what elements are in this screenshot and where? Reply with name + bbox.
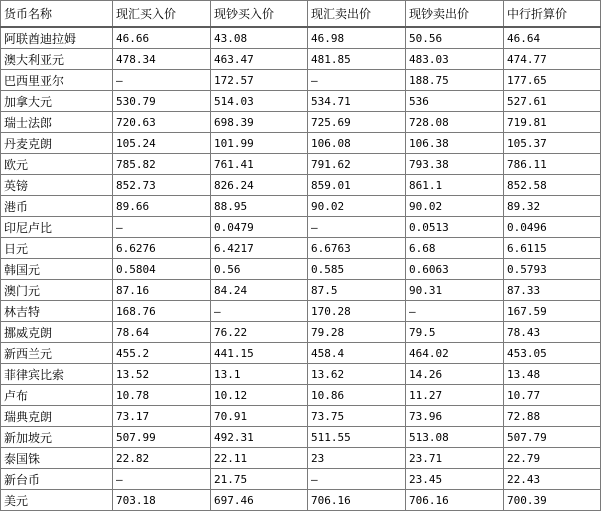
header-spot-buy: 现汇买入价: [113, 1, 211, 28]
table-row: [1, 133, 601, 154]
header-row: [1, 1, 601, 28]
cash-buy-cell: 76.22: [211, 322, 308, 343]
header-currency-name: 货币名称: [1, 1, 113, 28]
cash-buy-cell: 13.1: [211, 364, 308, 385]
table-row: [1, 343, 601, 364]
boc-conversion-cell: 527.61: [504, 91, 601, 112]
currency-name-cell: 港币: [1, 196, 113, 217]
spot-sell-cell: 87.5: [308, 280, 406, 301]
table-row: [1, 469, 601, 490]
cash-buy-cell: 43.08: [211, 27, 308, 49]
boc-conversion-cell: 89.32: [504, 196, 601, 217]
spot-sell-cell: 0.585: [308, 259, 406, 280]
spot-sell-cell: 13.62: [308, 364, 406, 385]
boc-conversion-cell: 13.48: [504, 364, 601, 385]
cash-buy-cell: 697.46: [211, 490, 308, 511]
spot-sell-cell: 511.55: [308, 427, 406, 448]
currency-name-cell: 印尼卢比: [1, 217, 113, 238]
currency-name-cell: 菲律宾比索: [1, 364, 113, 385]
spot-sell-cell: 73.75: [308, 406, 406, 427]
cash-buy-cell: 514.03: [211, 91, 308, 112]
cash-sell-cell: 536: [406, 91, 504, 112]
table-row: [1, 322, 601, 343]
cash-sell-cell: 11.27: [406, 385, 504, 406]
boc-conversion-cell: 507.79: [504, 427, 601, 448]
spot-buy-cell: 105.24: [113, 133, 211, 154]
spot-buy-cell: —: [113, 217, 211, 238]
boc-conversion-cell: 700.39: [504, 490, 601, 511]
spot-sell-cell: 706.16: [308, 490, 406, 511]
boc-conversion-cell: 22.43: [504, 469, 601, 490]
spot-buy-cell: —: [113, 70, 211, 91]
currency-name-cell: 英镑: [1, 175, 113, 196]
spot-sell-cell: 481.85: [308, 49, 406, 70]
cash-buy-cell: —: [211, 301, 308, 322]
currency-name-cell: 挪威克朗: [1, 322, 113, 343]
cash-buy-cell: 84.24: [211, 280, 308, 301]
cash-buy-cell: 88.95: [211, 196, 308, 217]
table-row: [1, 27, 601, 49]
cash-sell-cell: 513.08: [406, 427, 504, 448]
spot-sell-cell: 170.28: [308, 301, 406, 322]
cash-buy-cell: 0.56: [211, 259, 308, 280]
spot-sell-cell: 725.69: [308, 112, 406, 133]
header-cash-buy: 现钞买入价: [211, 1, 308, 28]
boc-conversion-cell: 87.33: [504, 280, 601, 301]
currency-name-cell: 美元: [1, 490, 113, 511]
table-row: [1, 154, 601, 175]
spot-sell-cell: —: [308, 469, 406, 490]
currency-name-cell: 瑞士法郎: [1, 112, 113, 133]
cash-sell-cell: 106.38: [406, 133, 504, 154]
header-boc-conversion: 中行折算价: [504, 1, 601, 28]
spot-buy-cell: 0.5804: [113, 259, 211, 280]
cash-buy-cell: 21.75: [211, 469, 308, 490]
table-row: [1, 301, 601, 322]
spot-buy-cell: 22.82: [113, 448, 211, 469]
table-row: [1, 385, 601, 406]
cash-sell-cell: 90.02: [406, 196, 504, 217]
table-row: [1, 217, 601, 238]
cash-sell-cell: 706.16: [406, 490, 504, 511]
cash-sell-cell: 79.5: [406, 322, 504, 343]
spot-buy-cell: —: [113, 469, 211, 490]
cash-sell-cell: 23.45: [406, 469, 504, 490]
cash-buy-cell: 761.41: [211, 154, 308, 175]
cash-sell-cell: 188.75: [406, 70, 504, 91]
boc-conversion-cell: 177.65: [504, 70, 601, 91]
boc-conversion-cell: 10.77: [504, 385, 601, 406]
spot-sell-cell: 79.28: [308, 322, 406, 343]
header-spot-sell: 现汇卖出价: [308, 1, 406, 28]
boc-conversion-cell: 786.11: [504, 154, 601, 175]
currency-name-cell: 阿联酋迪拉姆: [1, 27, 113, 49]
cash-buy-cell: 463.47: [211, 49, 308, 70]
cash-sell-cell: 73.96: [406, 406, 504, 427]
currency-name-cell: 韩国元: [1, 259, 113, 280]
boc-conversion-cell: 6.6115: [504, 238, 601, 259]
spot-buy-cell: 78.64: [113, 322, 211, 343]
cash-buy-cell: 826.24: [211, 175, 308, 196]
spot-buy-cell: 13.52: [113, 364, 211, 385]
cash-sell-cell: 23.71: [406, 448, 504, 469]
currency-name-cell: 加拿大元: [1, 91, 113, 112]
currency-name-cell: 欧元: [1, 154, 113, 175]
cash-sell-cell: 861.1: [406, 175, 504, 196]
table-row: [1, 427, 601, 448]
boc-conversion-cell: 852.58: [504, 175, 601, 196]
boc-conversion-cell: 22.79: [504, 448, 601, 469]
table-row: [1, 490, 601, 511]
cash-buy-cell: 10.12: [211, 385, 308, 406]
spot-buy-cell: 455.2: [113, 343, 211, 364]
spot-sell-cell: 791.62: [308, 154, 406, 175]
spot-buy-cell: 87.16: [113, 280, 211, 301]
spot-sell-cell: —: [308, 217, 406, 238]
currency-name-cell: 巴西里亚尔: [1, 70, 113, 91]
cash-sell-cell: 728.08: [406, 112, 504, 133]
cash-buy-cell: 6.4217: [211, 238, 308, 259]
spot-sell-cell: 90.02: [308, 196, 406, 217]
spot-buy-cell: 168.76: [113, 301, 211, 322]
spot-sell-cell: 106.08: [308, 133, 406, 154]
cash-buy-cell: 70.91: [211, 406, 308, 427]
header-cash-sell: 现钞卖出价: [406, 1, 504, 28]
spot-sell-cell: —: [308, 70, 406, 91]
spot-sell-cell: 6.6763: [308, 238, 406, 259]
table-row: [1, 280, 601, 301]
table-row: [1, 175, 601, 196]
spot-sell-cell: 23: [308, 448, 406, 469]
table-row: [1, 406, 601, 427]
cash-sell-cell: 0.6063: [406, 259, 504, 280]
spot-buy-cell: 46.66: [113, 27, 211, 49]
currency-name-cell: 泰国铢: [1, 448, 113, 469]
cash-buy-cell: 101.99: [211, 133, 308, 154]
table-row: [1, 49, 601, 70]
cash-sell-cell: 14.26: [406, 364, 504, 385]
spot-buy-cell: 10.78: [113, 385, 211, 406]
spot-buy-cell: 478.34: [113, 49, 211, 70]
cash-sell-cell: 50.56: [406, 27, 504, 49]
cash-buy-cell: 22.11: [211, 448, 308, 469]
cash-buy-cell: 698.39: [211, 112, 308, 133]
currency-name-cell: 新台币: [1, 469, 113, 490]
cash-sell-cell: 0.0513: [406, 217, 504, 238]
boc-conversion-cell: 72.88: [504, 406, 601, 427]
currency-name-cell: 卢布: [1, 385, 113, 406]
cash-sell-cell: 483.03: [406, 49, 504, 70]
cash-sell-cell: 793.38: [406, 154, 504, 175]
boc-conversion-cell: 0.5793: [504, 259, 601, 280]
cash-sell-cell: 464.02: [406, 343, 504, 364]
cash-buy-cell: 492.31: [211, 427, 308, 448]
spot-sell-cell: 534.71: [308, 91, 406, 112]
spot-buy-cell: 73.17: [113, 406, 211, 427]
currency-name-cell: 新加坡元: [1, 427, 113, 448]
boc-conversion-cell: 46.64: [504, 27, 601, 49]
table-row: [1, 448, 601, 469]
table-row: [1, 91, 601, 112]
spot-sell-cell: 10.86: [308, 385, 406, 406]
table-row: [1, 112, 601, 133]
spot-buy-cell: 89.66: [113, 196, 211, 217]
currency-name-cell: 澳大利亚元: [1, 49, 113, 70]
boc-conversion-cell: 474.77: [504, 49, 601, 70]
cash-sell-cell: —: [406, 301, 504, 322]
boc-conversion-cell: 0.0496: [504, 217, 601, 238]
spot-buy-cell: 785.82: [113, 154, 211, 175]
table-row: [1, 196, 601, 217]
spot-sell-cell: 46.98: [308, 27, 406, 49]
currency-name-cell: 新西兰元: [1, 343, 113, 364]
cash-buy-cell: 172.57: [211, 70, 308, 91]
cash-buy-cell: 0.0479: [211, 217, 308, 238]
currency-name-cell: 澳门元: [1, 280, 113, 301]
boc-conversion-cell: 167.59: [504, 301, 601, 322]
cash-buy-cell: 441.15: [211, 343, 308, 364]
cash-sell-cell: 6.68: [406, 238, 504, 259]
table-row: [1, 364, 601, 385]
spot-sell-cell: 859.01: [308, 175, 406, 196]
spot-buy-cell: 6.6276: [113, 238, 211, 259]
cash-sell-cell: 90.31: [406, 280, 504, 301]
boc-conversion-cell: 78.43: [504, 322, 601, 343]
spot-buy-cell: 703.18: [113, 490, 211, 511]
currency-name-cell: 日元: [1, 238, 113, 259]
spot-buy-cell: 507.99: [113, 427, 211, 448]
table-row: [1, 238, 601, 259]
spot-buy-cell: 530.79: [113, 91, 211, 112]
currency-name-cell: 瑞典克朗: [1, 406, 113, 427]
boc-conversion-cell: 453.05: [504, 343, 601, 364]
table-row: [1, 259, 601, 280]
currency-name-cell: 林吉特: [1, 301, 113, 322]
boc-conversion-cell: 719.81: [504, 112, 601, 133]
table-header: [1, 1, 601, 28]
boc-conversion-cell: 105.37: [504, 133, 601, 154]
currency-name-cell: 丹麦克朗: [1, 133, 113, 154]
table-body: [1, 27, 601, 511]
table-row: [1, 70, 601, 91]
spot-buy-cell: 720.63: [113, 112, 211, 133]
spot-buy-cell: 852.73: [113, 175, 211, 196]
spot-sell-cell: 458.4: [308, 343, 406, 364]
